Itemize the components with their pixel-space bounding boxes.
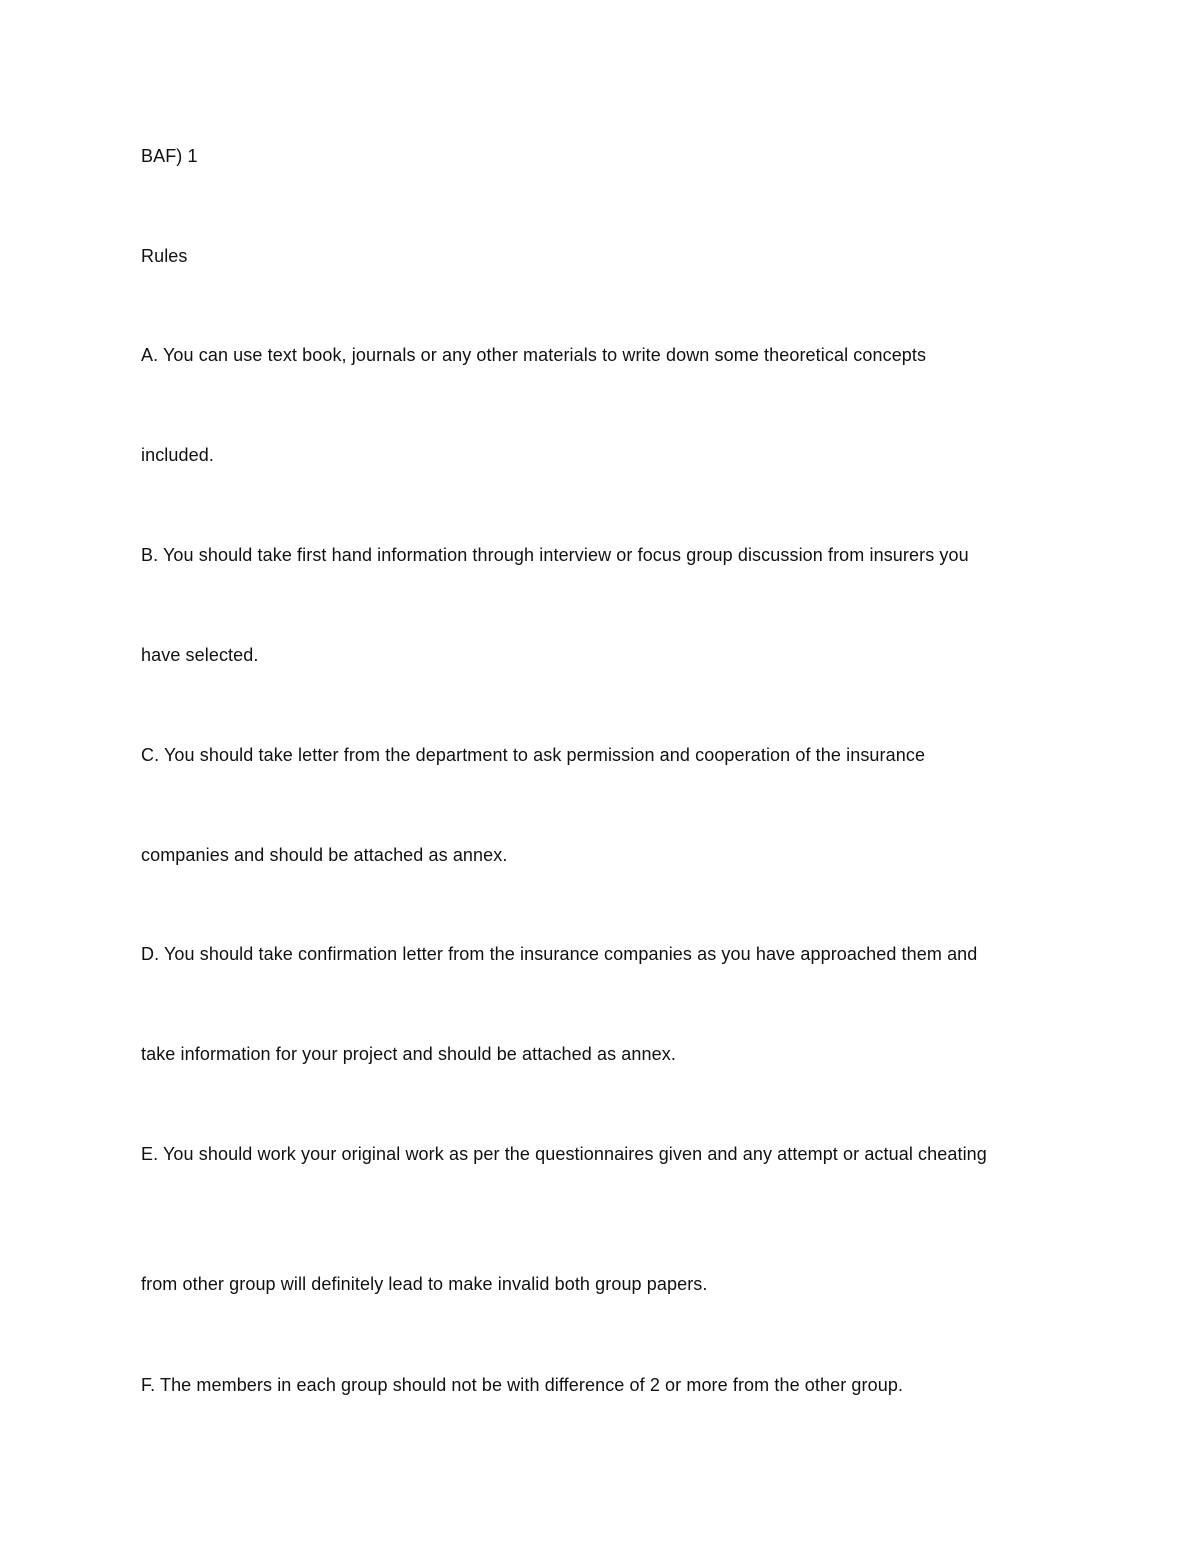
rule-a-line-1: A. You can use text book, journals or any other materials to write down some theoretical concepts	[141, 345, 927, 365]
rule-e-line-1: E. You should work your original work as per the questionnaires given and any attempt or actual cheating	[141, 1144, 987, 1164]
rule-b-line-1: B. You should take first hand information through interview or focus group discussion from insurers you	[141, 545, 969, 565]
document-header: BAF) 1	[141, 146, 198, 166]
rule-d-line-1: D. You should take confirmation letter from the insurance companies as you have approached them and	[141, 944, 978, 964]
rule-b-line-2: have selected.	[141, 645, 259, 665]
rule-e-line-2: from other group will definitely lead to make invalid both group papers.	[141, 1274, 708, 1294]
rule-f-line-1: F. The members in each group should not be with difference of 2 or more from the other group.	[141, 1375, 904, 1395]
rule-c-line-2: companies and should be attached as annex.	[141, 845, 508, 865]
document-title: Rules	[141, 246, 188, 266]
rule-d-line-2: take information for your project and should be attached as annex.	[141, 1044, 676, 1064]
rule-a-line-2: included.	[141, 445, 214, 465]
rule-c-line-1: C. You should take letter from the department to ask permission and cooperation of the insurance	[141, 745, 926, 765]
